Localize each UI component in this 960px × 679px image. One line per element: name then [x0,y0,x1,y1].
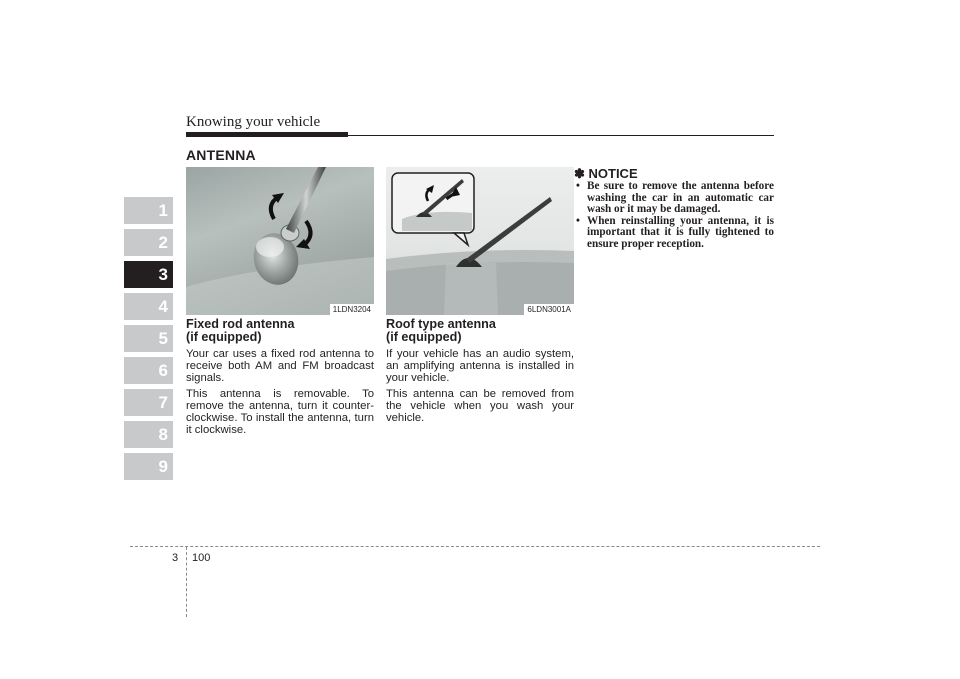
notice-item: • When reinstalling your antenna, it is important that it is fully tightened to ensure proper reception. [574,216,774,251]
paragraph: This antenna is removable. To remove the antenna, turn it counter-clockwise. To install the antenna, turn it clockwise. [186,388,374,436]
footer-vertical-rule [186,547,187,617]
roof-antenna-photo [386,167,574,315]
chapter-tab-1[interactable]: 1 [124,197,173,224]
section-title: ANTENNA [186,147,256,163]
notice-list [574,181,774,250]
paragraph: This antenna can be removed from the vehicle when you wash your vehicle. [386,388,574,424]
notice-title: ✽ NOTICE [574,166,638,181]
footer-page-number: 100 [192,552,211,564]
roof-antenna-heading [386,318,574,344]
chapter-tab-3[interactable]: 3 [124,261,173,288]
heading-line: (if equipped) [386,330,462,344]
running-header: Knowing your vehicle [186,114,321,130]
roof-antenna-section [386,318,574,424]
chapter-tab-8[interactable]: 8 [124,421,173,448]
fixed-rod-antenna-heading [186,318,374,344]
chapter-tab-2[interactable]: 2 [124,229,173,256]
roof-antenna-illustration [386,167,574,315]
fixed-rod-antenna-photo [186,167,374,315]
heading-line: Fixed rod antenna [186,317,295,331]
fixed-rod-antenna-illustration [186,167,374,315]
paragraph: Your car uses a fixed rod antenna to receive both AM and FM broadcast signals. [186,348,374,384]
chapter-tab-4[interactable]: 4 [124,293,173,320]
heading-line: Roof type antenna [386,317,496,331]
notice-item: • Be sure to remove the antenna before washing the car in an automatic car wash or it may be damaged. [574,181,774,216]
heading-line: (if equipped) [186,330,262,344]
paragraph: If your vehicle has an audio system, an amplifying antenna is installed in your vehicle. [386,348,574,384]
figure-code-left: 1LDN3204 [330,304,374,315]
fixed-rod-antenna-section [186,318,374,436]
chapter-tab-9[interactable]: 9 [124,453,173,480]
footer-rule [130,546,820,547]
footer-chapter-number: 3 [172,552,179,564]
figure-code-right: 6LDN3001A [524,304,574,315]
chapter-tab-5[interactable]: 5 [124,325,173,352]
chapter-tab-7[interactable]: 7 [124,389,173,416]
header-rule [186,135,774,136]
chapter-tab-6[interactable]: 6 [124,357,173,384]
